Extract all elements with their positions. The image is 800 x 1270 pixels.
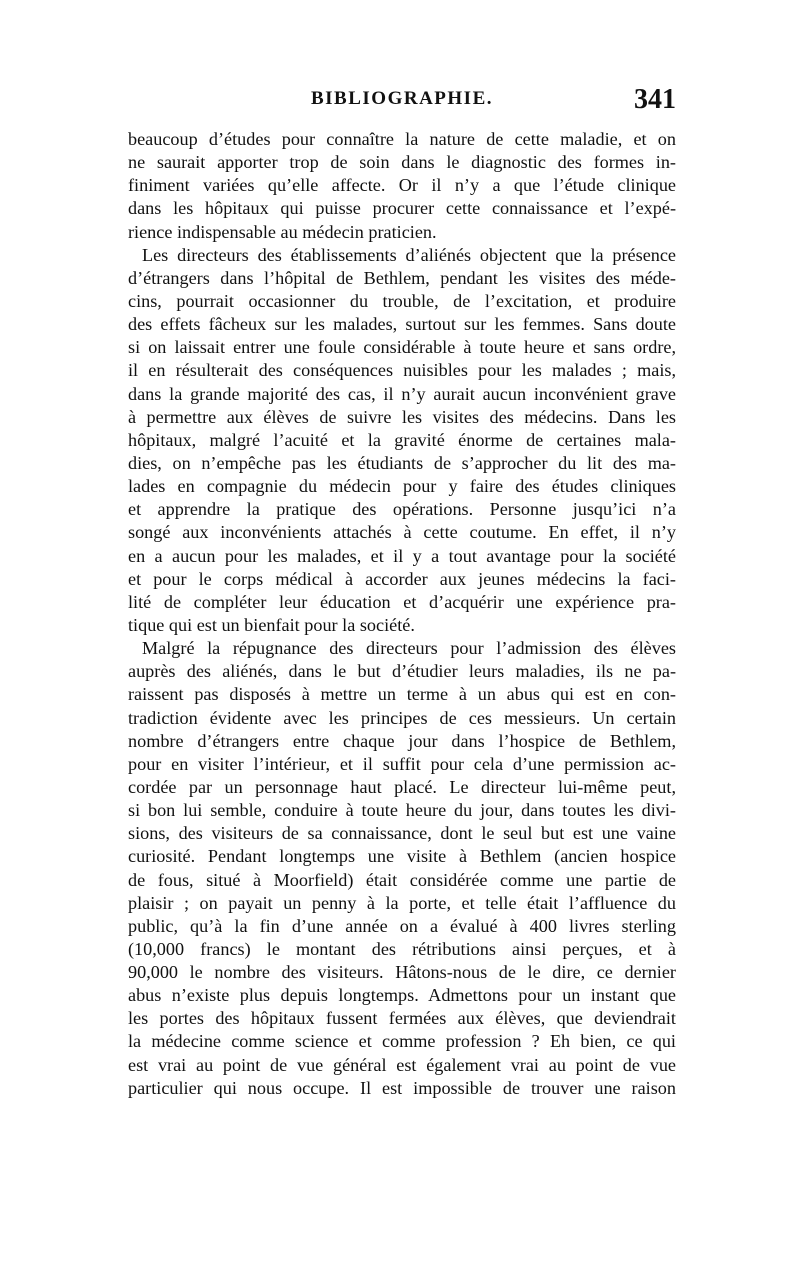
text-line: curiosité. Pendant longtemps une visite à Bethlem (ancien hospice <box>128 846 676 867</box>
text-line: plaisir ; on payait un penny à la porte, et telle était l’affluence du <box>128 892 676 913</box>
text-line: tique qui est un bienfait pour la société. <box>128 614 415 635</box>
text-line: cins, pourrait occasionner du trouble, de l’excitation, et produire <box>128 290 676 311</box>
text-line: 90,000 le nombre des visiteurs. Hâtons-nous de le dire, ce dernier <box>128 962 676 983</box>
text-line: à permettre aux élèves de suivre les visites des médecins. Dans les <box>128 406 676 427</box>
text-line: (10,000 francs) le montant des rétributions ainsi perçues, et à <box>128 938 676 959</box>
text-line: lité de compléter leur éducation et d’acquérir une expérience pra- <box>128 591 676 612</box>
text-line: beaucoup d’études pour connaître la nature de cette maladie, et on <box>128 129 676 149</box>
text-line: des effets fâcheux sur les malades, surtout sur les femmes. Sans doute <box>128 314 676 335</box>
text-line: lades en compagnie du médecin pour y faire des études cliniques <box>128 476 676 497</box>
text-line: finiment variées qu’elle affecte. Or il n’y a que l’étude clinique <box>128 175 676 196</box>
paragraph-2 <box>128 244 676 637</box>
text-line: tradiction évidente avec les principes de ces messieurs. Un certain <box>128 707 676 728</box>
text-line: pour en visiter l’intérieur, et il suffit pour cela d’une permission ac- <box>128 753 676 774</box>
text-line: les portes des hôpitaux fussent fermées aux élèves, que deviendrait <box>128 1008 676 1029</box>
page-number: 341 <box>634 84 676 115</box>
text-line: ne saurait apporter trop de soin dans le diagnostic des formes in- <box>128 152 676 173</box>
text-line: raissent pas disposés à mettre un terme à un abus qui est en con- <box>128 684 676 705</box>
body-text <box>128 128 676 1100</box>
text-line: Les directeurs des établissements d’aliénés objectent que la présence <box>142 244 676 265</box>
text-line: il en résulterait des conséquences nuisibles pour les malades ; mais, <box>128 360 676 381</box>
text-line: d’étrangers dans l’hôpital de Bethlem, pendant les visites des méde- <box>128 267 676 288</box>
text-line: hôpitaux, malgré l’acuité et la gravité énorme de certaines mala- <box>128 429 676 450</box>
text-line: Malgré la répugnance des directeurs pour l’admission des élèves <box>142 638 676 659</box>
text-line: et apprendre la pratique des opérations. Personne jusqu’ici n’a <box>128 499 676 520</box>
text-line: dans la grande majorité des cas, il n’y aurait aucun inconvénient grave <box>128 383 676 404</box>
running-head <box>128 84 676 118</box>
text-line: particulier qui nous occupe. Il est impossible de trouver une raison <box>128 1077 676 1098</box>
paragraph-3 <box>128 637 676 1100</box>
text-line: sions, des visiteurs de sa connaissance, dont le seul but est une vaine <box>128 823 676 844</box>
text-line: est vrai au point de vue général est également vrai au point de vue <box>128 1054 676 1075</box>
text-line: songé aux inconvénients attachés à cette coutume. En effet, il n’y <box>128 522 676 543</box>
text-line: public, qu’à la fin d’une année on a évalué à 400 livres sterling <box>128 915 676 936</box>
text-line: la médecine comme science et comme profession ? Eh bien, ce qui <box>128 1031 676 1052</box>
running-title: BIBLIOGRAPHIE. <box>310 88 493 109</box>
paragraph-1 <box>128 128 676 244</box>
text-line: dans les hôpitaux qui puisse procurer cette connaissance et l’expé- <box>128 198 676 219</box>
text-line: nombre d’étrangers entre chaque jour dans l’hospice de Bethlem, <box>128 730 676 751</box>
text-line: abus n’existe plus depuis longtemps. Admettons pour un instant que <box>128 985 676 1006</box>
text-line: auprès des aliénés, dans le but d’étudier leurs maladies, ils ne pa- <box>128 661 676 682</box>
text-line: si bon lui semble, conduire à toute heure du jour, dans toutes les divi- <box>128 800 676 821</box>
text-line: si on laissait entrer une foule considérable à toute heure et sans ordre, <box>128 337 676 358</box>
text-line: rience indispensable au médecin praticien. <box>128 221 437 242</box>
text-line: dies, on n’empêche pas les étudiants de s’approcher du lit des ma- <box>128 452 676 473</box>
text-line: cordée par un personnage haut placé. Le directeur lui-même peut, <box>128 776 676 797</box>
text-line: de fous, situé à Moorfield) était considérée comme une partie de <box>128 869 676 890</box>
text-line: et pour le corps médical à accorder aux jeunes médecins la faci- <box>128 568 676 589</box>
text-line: en a aucun pour les malades, et il y a tout avantage pour la société <box>128 545 676 566</box>
